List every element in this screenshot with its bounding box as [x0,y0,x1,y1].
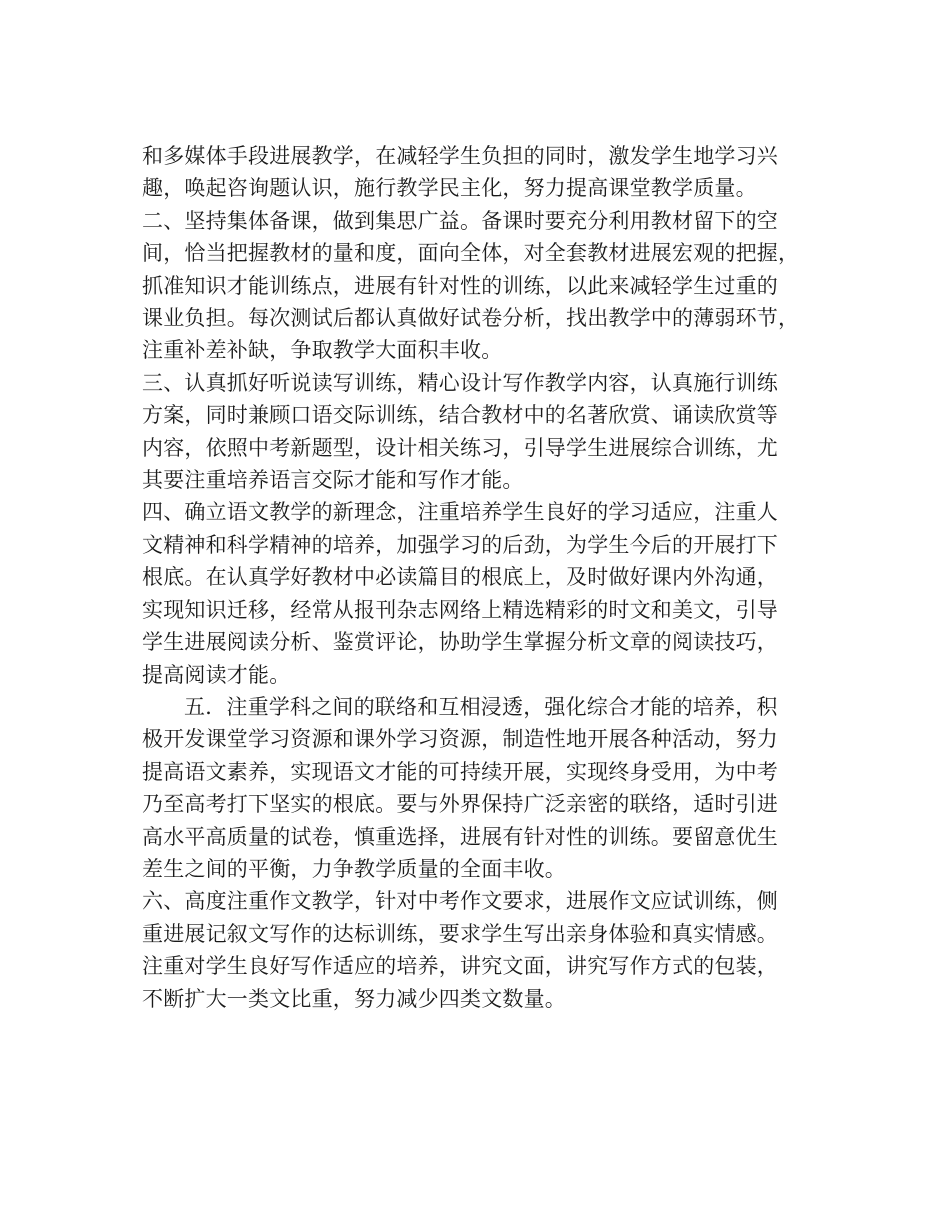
text-line: 根底。在认真学好教材中必读篇目的根底上，及时做好课内外沟通， [142,565,778,590]
text-line: 其要注重培养语言交际才能和写作才能。 [142,468,524,493]
text-line: 乃至高考打下坚实的根底。要与外界保持广泛亲密的联络，适时引进 [142,792,778,817]
text-line: 课业负担。每次测试后都认真做好试卷分析，找出教学中的薄弱环节， [142,306,800,331]
text-line: 高水平高质量的试卷，慎重选择，进展有针对性的训练。要留意优生 [142,824,778,849]
text-line: 实现知识迁移，经常从报刊杂志网络上精选精彩的时文和美文，引导 [142,597,778,622]
text-line: 六、高度注重作文教学，针对中考作文要求，进展作文应试训练，侧 [142,889,778,914]
paragraph-interdisciplinary [142,691,822,885]
text-line: 注重补差补缺，争取教学大面积丰收。 [142,338,503,363]
text-line: 和多媒体手段进展教学，在减轻学生负担的同时，激发学生地学习兴 [142,144,778,168]
text-line: 内容，依照中考新题型，设计相关练习，引导学生进展综合训练，尤 [142,435,778,460]
text-line: 四、确立语文教学的新理念，注重培养学生良好的学习适应，注重人 [142,500,778,525]
paragraph-multimedia-teaching [142,140,822,205]
text-line: 极开发课堂学习资源和课外学习资源，制造性地开展各种活动，努力 [142,727,778,752]
text-line: 重进展记叙文写作的达标训练，要求学生写出亲身体验和真实情感。 [142,921,778,946]
paragraph-listening-speaking-reading-writing [142,367,822,497]
text-line: 五．注重学科之间的联络和互相浸透，强化综合才能的培养，积 [184,694,778,719]
paragraph-new-teaching-concept [142,496,822,690]
text-line: 抓准知识才能训练点，进展有针对性的训练，以此来减轻学生过重的 [142,273,778,298]
text-line: 学生进展阅读分析、鉴赏评论，协助学生掌握分析文章的阅读技巧， [142,630,778,655]
paragraph-collective-lesson-prep [142,205,822,367]
text-line: 文精神和科学精神的培养，加强学习的后劲，为学生今后的开展打下 [142,532,778,557]
text-line: 注重对学生良好写作适应的培养，讲究文面，讲究写作方式的包装， [142,954,778,979]
text-line: 方案，同时兼顾口语交际训练，结合教材中的名著欣赏、诵读欣赏等 [142,403,778,428]
text-line: 二、坚持集体备课，做到集思广益。备课时要充分利用教材留下的空 [142,208,778,233]
text-line: 不断扩大一类文比重，努力减少四类文数量。 [142,986,566,1011]
paragraph-composition-teaching [142,885,822,1015]
document-body [142,140,822,1015]
text-line: 提高语文素养，实现语文才能的可持续开展，实现终身受用，为中考 [142,759,778,784]
text-line: 差生之间的平衡，力争教学质量的全面丰收。 [142,856,566,881]
text-line: 趣，唤起咨询题认识，施行教学民主化，努力提高课堂教学质量。 [142,176,757,201]
text-line: 提高阅读才能。 [142,662,291,687]
text-line: 三、认真抓好听说读写训练，精心设计写作教学内容，认真施行训练 [142,370,778,395]
text-line: 间，恰当把握教材的量和度，面向全体，对全套教材进展宏观的把握， [142,241,800,266]
